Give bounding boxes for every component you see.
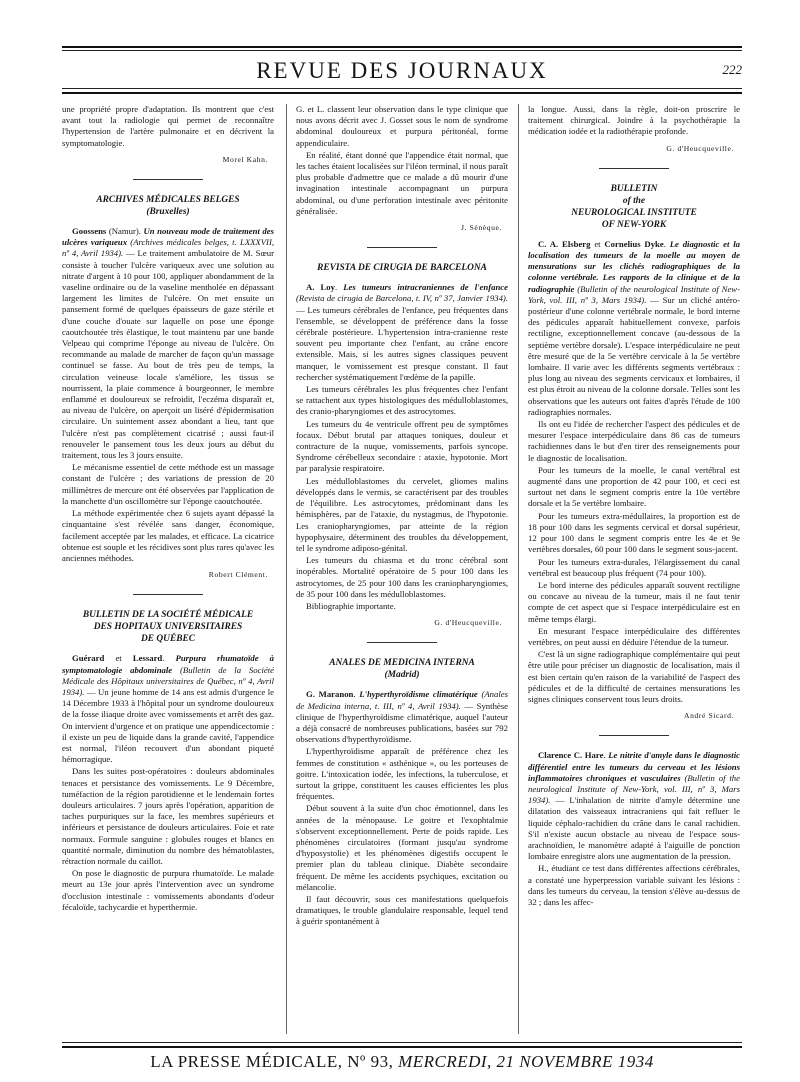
section-heading [62, 609, 274, 645]
section-title: OF NEW-YORK [601, 219, 667, 230]
paragraph: G. et L. classent leur observation dans le type clinique que nous avons décrit avec J. Gosset sous le nom de syndrome abdominal douloureux et purpura péritonéal, forme appendiculaire. [296, 104, 508, 148]
paragraph: Les tumeurs cérébrales les plus fréquentes chez l'enfant se rattachent aux types histologiques des médulloblastomes, des cranio-pharyngiomes et des astrocytomes. [296, 384, 508, 417]
signature: André Sicard. [684, 711, 734, 721]
journal-name: LA PRESSE MÉDICALE, [150, 1052, 343, 1071]
author: Cornelius Dyke [604, 238, 664, 249]
text: — Le traitement ambulatoire de M. Sœur consiste à toucher l'ulcère variqueux avec une solution au nitrate d'argent à 10 pour 100, appliquer abondamment de la vaseline ordinaire ou de la vaseline mentholée en dépassant largement les limites de l'ulcère. On met ensuite un pansement formé de quelques épaisseurs de gaze stérile et d'une couche d'ouate sur laquelle on pose une éponge caoutchoutée très élastique, le tout maintenu par une bande Velpeau qui comprime l'éponge au niveau de l'ulcère. On recommande au malade de marcher de façon qu'un massage continuel se fasse. Au bout de très peu de temps, la circulation veineuse locale s'améliore, les tissus se nourrissent, la plaie commence à bourgeonner, le membre enflammé et douloureux se refroidit, l'eczéma disparaît et, au niveau de l'ulcère, on aperçoit un liséré d'épidermisation circulaire. Un suintement assez abondant a lieu, tant que l'ulcère n'est pas complètement cicatrisé ; aussi faut-il renouveler le pansement tous les deux jours au début du traitement, tous les 3 jours ensuite. [62, 248, 274, 461]
text: — Un jeune homme de 14 ans est admis d'urgence le 14 Décembre 1933 à l'hôpital pour un syndrome douloureux de la fosse iliaque droite avec vomissements et arrêt des gaz. On intervient d'urgence et on pratique une appendicectomie : il existe un peu de liquide dans la grande cavité, l'appendice est normal, l'iléon recouvert d'un abondant piqueté hémorragique. [62, 686, 274, 765]
paragraph: Il faut découvrir, sous ces manifestations quelquefois dramatiques, le trouble glandulaire responsable, lequel tend à guérir spontanément à [296, 893, 508, 927]
signature: Robert Clément. [208, 570, 268, 580]
top-rule-thin [62, 50, 742, 51]
footer-rule-thick [62, 1046, 742, 1048]
article [296, 282, 508, 383]
page-title: REVUE DES JOURNAUX [256, 58, 548, 83]
reference: (Revista de cirugia de Barcelona, t. IV, nº 37, Janvier 1934). [296, 293, 508, 304]
article-title: Le nitrite d'amyle dans le diagnostic différentiel entre les tumeurs du cerveau et les lésions inflammatoires chroniques et vasculaires [528, 750, 740, 783]
text: et [104, 653, 133, 664]
paragraph: Les médulloblastomes du cervelet, gliomes malins développés dans le vermis, se caractérisent par des troubles de l'équilibre. Les astrocytomes, prédominant dans les hémisphères, par de l'ataxie, du nystagmus, de l'hypotonie. Les craniopharyngiomes, par atteinte de la région hypophysaire, déterminent des troubles du développement, tel le syndrome adiposo-génital. [296, 475, 508, 553]
signature: Morel Kahn. [222, 154, 268, 164]
signature: J. Sénèque. [461, 223, 502, 233]
text: . [603, 750, 609, 761]
section-heading [528, 183, 740, 231]
text: . [162, 653, 176, 664]
section-title: ARCHIVES MÉDICALES BELGES [96, 195, 240, 206]
section-title: NEUROLOGICAL INSTITUTE [571, 207, 697, 218]
paragraph: Le bord interne des pédicules apparaît souvent rectiligne ou concave au niveau de la tumeur, mais il ne faut tenir compte de cet aspect que si l'espace interpédiculaire est en même temps élargi. [528, 579, 740, 624]
paragraph: En réalité, étant donné que l'appendice était normal, que les taches étaient localisées sur l'iléon terminal, il nous paraît plus probable d'admettre que ce malade a dû mourir d'une invagination intestinale accompagnant un purpura abdominal, ou d'une perforation intestinale avec péritonite généralisée. [296, 149, 508, 216]
column-1 [62, 104, 274, 1034]
issue-number: Nº 93, [347, 1052, 394, 1071]
text: — Les tumeurs cérébrales de l'enfance, peu fréquentes dans l'ensemble, se développent de préférence dans la fosse cérébrale postérieure. L'hypertension intra-cranienne reste souvent peu importante chez l'enfant, au crâne encore extensible. Mais, si les autres signes classiques peuvent manquer, le vomissement est presque constant. Il faut rechercher systématiquement l'œdème de la papille. [296, 304, 508, 382]
section-heading [296, 657, 508, 681]
reference: (Archives médicales belges, t. LXXXVII, nº 4, Avril 1934). [62, 237, 274, 259]
issue-date: MERCREDI, 21 NOVEMBRE 1934 [398, 1052, 654, 1071]
author: A. Loy [306, 282, 335, 293]
paragraph: La méthode expérimentée chez 6 sujets ayant dépassé la cinquantaine s'est révélée sans danger, économique, facilement acceptée par les malades, et efficace. La cicatrice obtenue est souple et les récidives sont plus rares qu'avec les anciennes méthodes. [62, 508, 274, 563]
section-heading [296, 262, 508, 274]
text: et [590, 238, 605, 249]
article [62, 653, 274, 765]
text: (Namur). [106, 226, 144, 237]
reference: (Bulletin of the neurological Institute of New-York, vol. III, nº 3, Mars 1934). [528, 772, 740, 806]
paragraph: Dans les suites post-opératoires : douleurs abdominales tenaces et persistance des vomissements. Le 9 Décembre, tuméfaction de la région parotidienne et le lendemain fortes douleurs articulaires. 7 jours après l'opération, apparition de taches purpuriques sur la face, les membres supérieurs et inférieurs et persistance de douleurs articulaires. Foie et rate normaux. Formule sanguine : globules rouges et blancs en quantité normale, diminution du nombre des hématoblastes, rétraction normale du caillot. [62, 766, 274, 866]
article-title: Purpura rhumatoïde à symptomatologie abdominale [62, 653, 274, 675]
text: . [663, 238, 670, 249]
paragraph: une propriété propre d'adaptation. Ils montrent que c'est avant tout la radiologie qui permet de reconnaître l'hypertension de l'artère pulmonaire et en décrivent la symptomatologie. [62, 104, 274, 148]
paragraph: C'est là un signe radiographique complémentaire qui peut être utile pour préciser un diagnostic de localisation, mais il est bien certain qu'en raison de la variabilité de l'aspect des pédicules et de la difficulté de certaines mensurations les signes cliniques conservent tous leurs droits. [528, 649, 740, 704]
separator [599, 735, 669, 736]
section-subtitle: (Bruxelles) [146, 207, 190, 218]
article [528, 750, 740, 862]
section-title: BULLETIN [610, 183, 658, 194]
author: C. A. Elsberg [538, 238, 591, 249]
masthead-rule [62, 92, 742, 94]
author: Lessard [132, 653, 163, 664]
masthead [62, 52, 742, 84]
paragraph: L'hyperthyroïdisme apparaît de préférence chez les femmes de constitution « asthénique », ou les porteuses de goitre. L'intoxication iodée, les infections, la tuberculose, et surtout la grippe, constituent les causes efficientes les plus fréquentes. [296, 746, 508, 802]
article [528, 239, 740, 418]
paragraph: En mesurant l'espace interpédiculaire des différentes vertèbres, on peut aussi en déduire l'étendue de la tumeur. [528, 625, 740, 647]
article [62, 226, 274, 461]
paragraph: On pose le diagnostic de purpura rhumatoïde. Le malade meurt au 13e jour après l'intervention avec un syndrome d'occlusion intestinale : vomissements abondants d'odeur fécaloïde, tachycardie et hyperthermie. [62, 868, 274, 912]
section-title: BULLETIN DE LA SOCIÉTÉ MÉDICALE [82, 610, 254, 621]
section-title: DE QUÉBEC [141, 634, 195, 645]
section-subtitle: (Madrid) [384, 670, 420, 681]
section-title: DES HOPITAUX UNIVERSITAIRES [93, 622, 243, 633]
paragraph: Pour les tumeurs extra-durales, l'élargissement du canal vertébral est beaucoup plus fréquent (74 pour 100). [528, 556, 740, 578]
signature: G. d'Heucqueville. [666, 143, 734, 153]
section-title: ANALES DE MEDICINA INTERNA [329, 658, 475, 669]
reference: (Anales de Medicina interna, t. III, nº 4, Avril 1934). [296, 689, 508, 711]
paragraph: Les tumeurs du chiasma et du tronc cérébral sont inopérables. Mortalité opératoire de 5 pour 100 dans les astrocytomes, de 25 pour 100 dans les craniopharyngiomes, de 35 pour 100 dans les médulloblastomes. [296, 555, 508, 599]
reference: (Bulletin de la Société Médicale des Hôpitaux universitaires de Québec, nº 4, Avril 1934). [62, 664, 274, 697]
author: Goossens [72, 226, 107, 237]
author: G. Maranon [306, 689, 354, 700]
separator [599, 168, 669, 169]
text: . [335, 282, 344, 293]
column-divider-1 [286, 104, 287, 1034]
reference: (Bulletin of the neurological Institute of New-York, vol. III, nº 3, Mars 1934). [528, 283, 740, 305]
paragraph: Les tumeurs du 4e ventricule offrent peu de symptômes focaux. Début brutal par attaques toniques, douleur et contracture de la nuque, vomissements, parfois syncope. Syndrome cérébelleux secondaire : ataxie, hypotonie. Mort par paralysie respiratoire. [296, 418, 508, 474]
paragraph: Le mécanisme essentiel de cette méthode est un massage constant de l'ulcère ; des variations de pression de 20 millimètres de mercure ont été observées par l'application de la manchette d'un oscillomètre sur l'éponge caoutchoutée. [62, 462, 274, 506]
text: — L'inhalation de nitrite d'amyle détermine une dilatation des vaisseaux intracraniens qui fait refluer le liquide céphalo-rachidien du crâne dans le canal rachidien. S'il n'existe aucun obstacle au niveau de l'espace sous-arachnoïdien, le manomètre adapté à l'aiguille de ponction lombaire enregistre alors une augmentation de la pression. [528, 795, 740, 862]
paragraph: Bibliographie importante. [306, 600, 396, 611]
column-3 [528, 104, 740, 1034]
separator [367, 247, 437, 248]
column-divider-2 [518, 104, 519, 1034]
article-title: Les tumeurs intracraniennes de l'enfance [343, 282, 508, 293]
text: . [353, 689, 360, 700]
separator [367, 642, 437, 643]
column-2 [296, 104, 508, 1034]
top-rule [62, 46, 742, 48]
author: Guérard [72, 653, 105, 664]
paragraph: Ils ont eu l'idée de rechercher l'aspect des pédicules et de mesurer l'espace interpédiculaire dans 86 cas de tumeurs rachidiennes dans le but d'en tirer des renseignements pour le diagnostic de localisation. [528, 419, 740, 463]
masthead-rule-thin [62, 88, 742, 89]
paragraph: la longue. Aussi, dans la règle, doit-on proscrire le traitement chirurgical. Joindre à la psychothérapie la médication iodée et la radiothérapie profonde. [528, 104, 740, 137]
article-title: L'hyperthyroïdisme climatérique [359, 689, 478, 700]
paragraph: H., étudiant ce test dans différentes affections cérébrales, a constaté une hyperpression variable suivant les lésions : dans les tumeurs du cerveau, la tension s'élève au-dessus de 32 ; dans les affec- [528, 863, 740, 907]
section-title: REVISTA DE CIRUGIA DE BARCELONA [317, 263, 487, 274]
paragraph: Pour les tumeurs extra-médullaires, la proportion est de 18 pour 100 dans les segments cervical et dorsal supérieur, 12 pour 100 dans le segment compris entre les 4e et 9e vertèbres dorsales, 60 pour 100 dans le segment sous-jacent. [528, 510, 740, 555]
article-title: Un nouveau mode de traitement des ulcères variqueux [62, 226, 274, 248]
author: Clarence C. Hare [538, 750, 604, 761]
footer-rule [62, 1042, 742, 1043]
section-title: of the [622, 195, 646, 206]
signature: G. d'Heucqueville. [434, 618, 502, 628]
paragraph: Début souvent à la suite d'un choc émotionnel, dans les années de la ménopause. Le goitre et l'exophtalmie s'observent exceptionnellement. Perte de poids rapide. Les phénomènes circulatoires (formant jusqu'au syndrome d'hyposystolie) et les phénomènes digestifs occupent le premier plan du tableau clinique. Diabète secondaire fréquent. De même les accidents psychiques, excitation ou mélancolie. [296, 803, 508, 892]
paragraph: Pour les tumeurs de la moelle, le canal vertébral est augmenté dans une proportion de 42 pour 100, et ceci est surtout net dans le segment compris entre la 10e vertèbre dorsale et la 5e vertèbre lombaire. [528, 464, 740, 509]
page-number: 222 [722, 62, 742, 77]
separator [133, 594, 203, 595]
text: — Sur un cliché antéro-postérieur d'une colonne vertébrale normale, le bord interne des pédicules apparaît habituellement convexe, parfois rectiligne, exceptionnellement concave (au-dessous de la septième vertèbre dorsale). L'espace interpédiculaire ne peut être mesuré que de la 5e vertèbre cervicale à la 5e vertèbre lombaire. Il varie avec les différents segments vertébraux : plus long au niveau des segments cervicaux et lombaires, il est plus étroit au niveau de la colonne dorsale. Telles sont les observations que les auteurs ont faites d'après l'étude de 100 radiographies normales. [528, 294, 740, 417]
footer [62, 1052, 742, 1072]
text: — Synthèse clinique de l'hyperthyroïdisme climatérique, auquel l'auteur a déjà consacré de nombreuses publications, basées sur 792 observations d'hyperthyroïdisme. [296, 700, 508, 745]
article [296, 689, 508, 745]
section-heading [62, 194, 274, 218]
separator [133, 179, 203, 180]
article-title: Le diagnostic et la localisation des tumeurs de la moelle au moyen de mensurations sur les clichés radiographiques de la colonne vertébrale. Les rapports de la clinique et de la radiographie [528, 238, 740, 294]
